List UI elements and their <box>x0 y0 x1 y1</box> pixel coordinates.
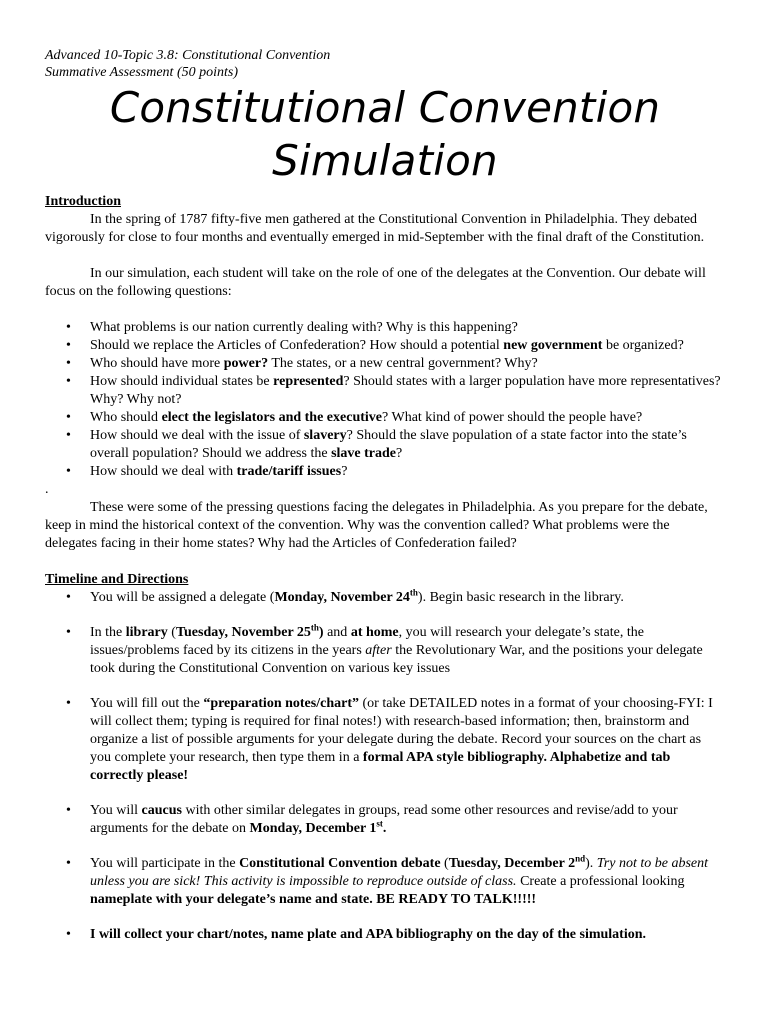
list-item: • What problems is our nation currently dealing with? Why is this happening? <box>66 320 518 335</box>
document-title <box>45 81 725 187</box>
list-item: • Who should have more power? The states, or a new central government? Why? <box>66 356 538 371</box>
intro-paragraph-1: In the spring of 1787 fifty-five men gathered at the Constitutional Convention in Philadelphia. They debated vigorously for close to four months and eventually emerged in mid-September with the final draft of the Constitution. <box>45 212 705 245</box>
assessment-header: Summative Assessment (50 points) <box>45 65 238 80</box>
list-item: • How should individual states be represented? Should states with a larger population have more representatives? Why? Why not? <box>66 374 721 407</box>
list-item: • How should we deal with the issue of slavery? Should the slave population of a state factor into the state’s overall population? Should we address the slave trade? <box>66 428 687 461</box>
question-list <box>45 319 725 481</box>
bullet-icon: • <box>66 927 71 942</box>
bullet-icon: • <box>66 410 71 425</box>
bullet-icon: • <box>66 374 71 389</box>
bullet-icon: • <box>66 590 71 605</box>
timeline-item: • You will be assigned a delegate (Monday, November 24th). Begin basic research in the library. <box>66 587 624 605</box>
timeline-list <box>45 589 725 944</box>
stray-period: . <box>45 482 49 497</box>
bullet-icon: • <box>66 320 71 335</box>
document-page <box>45 47 725 944</box>
list-item: • How should we deal with trade/tariff issues? <box>66 464 348 479</box>
bullet-icon: • <box>66 625 71 640</box>
timeline-item: • You will caucus with other similar delegates in groups, read some other resources and revise/add to your arguments for the debate on Monday, December 1st. <box>66 803 678 836</box>
title-line-1: Constitutional Convention <box>109 83 661 132</box>
bullet-icon: • <box>66 356 71 371</box>
timeline-item: • You will fill out the “preparation notes/chart” (or take DETAILED notes in a format of your choosing-FYI: I will collect them; typing is required for final notes!) with research-based information; then, brainstorm and organize a list of possible arguments for your delegate during the debate. Record your sources on the chart as you complete your research, then type them in a formal APA style bibliography. Alphabetize and tab correctly please! <box>66 696 713 783</box>
bullet-icon: • <box>66 428 71 443</box>
intro-paragraph-2: In our simulation, each student will take on the role of one of the delegates at the Convention. Our debate will focus on the following questions: <box>45 266 706 299</box>
bullet-icon: • <box>66 338 71 353</box>
list-item: • Should we replace the Articles of Confederation? How should a potential new government be organized? <box>66 338 684 353</box>
list-item: • Who should elect the legislators and the executive? What kind of power should the people have? <box>66 410 643 425</box>
course-header: Advanced 10-Topic 3.8: Constitutional Convention <box>45 48 331 63</box>
timeline-item: • I will collect your chart/notes, name plate and APA bibliography on the day of the simulation. <box>66 927 647 942</box>
timeline-item: • You will participate in the Constitutional Convention debate (Tuesday, December 2nd). Try not to be absent unless you are sick! This activity is impossible to reproduce outside of class. Create a professional looking nameplate with your delegate’s name and state. BE READY TO TALK!!!!! <box>66 853 709 907</box>
context-paragraph: These were some of the pressing questions facing the delegates in Philadelphia. As you prepare for the debate, keep in mind the historical context of the convention. Why was the convention called? What problems were the delegates facing in their home states? Why had the Articles of Confederation failed? <box>45 500 708 551</box>
introduction-heading: Introduction <box>45 194 121 209</box>
title-line-2: Simulation <box>272 136 498 185</box>
bullet-icon: • <box>66 856 71 871</box>
bullet-icon: • <box>66 803 71 818</box>
timeline-item: • In the library (Tuesday, November 25th) and at home, you will research your delegate’s state, the issues/problems faced by its citizens in the years after the Revolutionary War, and the positions your delegate took during the Constitutional Convention on various key issues <box>66 622 703 676</box>
timeline-heading: Timeline and Directions <box>45 572 189 587</box>
bullet-icon: • <box>66 696 71 711</box>
bullet-icon: • <box>66 464 71 479</box>
